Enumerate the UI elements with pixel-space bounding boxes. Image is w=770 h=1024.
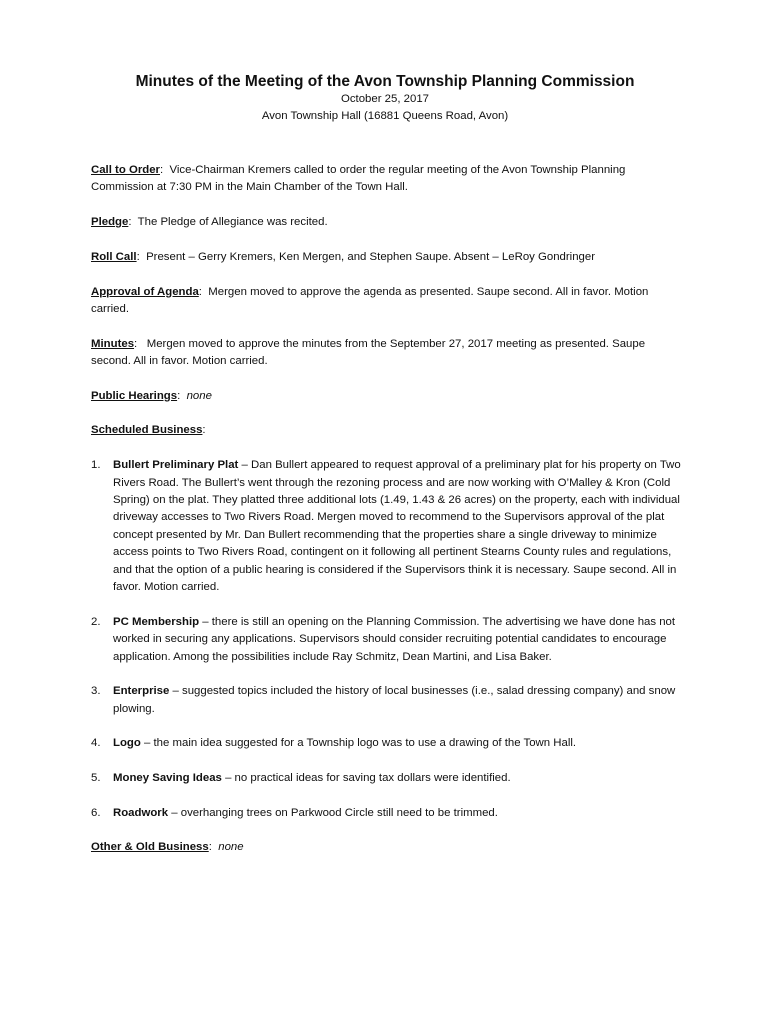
item-title: Logo <box>113 737 141 750</box>
approval-of-agenda-text: Mergen moved to approve the agenda as presented. Saupe second. All in favor. Motion carried. <box>91 285 649 315</box>
pledge-label: Pledge <box>91 216 129 229</box>
pledge-section: Pledge: The Pledge of Allegiance was recited. <box>91 216 328 229</box>
minutes-text: Mergen moved to approve the minutes from the September 27, 2017 meeting as presented. Saupe second. All in favor. Motion carried. <box>91 337 646 368</box>
item-text: – overhanging trees on Parkwood Circle still need to be trimmed. <box>171 806 498 819</box>
public-hearings-label: Public Hearings <box>91 389 178 402</box>
list-item <box>91 683 681 718</box>
roll-call-text: Present – Gerry Kremers, Ken Mergen, and Stephen Saupe. Absent – LeRoy Gondringer <box>146 250 596 263</box>
item-content <box>113 735 681 752</box>
other-old-business-label: Other & Old Business <box>91 841 209 854</box>
meeting-date: October 25, 2017 <box>340 93 430 105</box>
item-number: 1. <box>91 459 101 472</box>
call-to-order-text: Vice-Chairman Kremers called to order the regular meeting of the Avon Township Planning Commission at 7:30 PM in the Main Chamber of the Town Hall. <box>91 164 626 194</box>
other-old-business-text: none <box>218 841 244 854</box>
list-item <box>91 614 681 666</box>
other-old-business-section: Other & Old Business: none <box>91 841 244 854</box>
item-number: 3. <box>91 685 101 698</box>
item-title: Roadwork <box>113 806 169 819</box>
public-hearings-text: none <box>186 389 212 402</box>
item-number: 5. <box>91 772 101 785</box>
item-content <box>113 457 681 596</box>
item-content <box>113 614 681 666</box>
item-text: – Dan Bullert appeared to request approval of a preliminary plat for his property on Two Rivers Road. The Bullert’s went through the rezoning process and are now working with O’Malley & Kron (Cold Spring) on the plat. They platted three additional lots (1.49, 1.43 & 26 acres) on the property, each with individual driveway accesses to Two Rivers Road. Mergen moved to recommend to the Supervisors approval of the plat concept presented by Mr. Dan Bullert recommending that the properties share a single driveway to minimize access points to Two Rivers Road, contingent on it following all pertinent Stearns County rules and regulations, and that the option of a public hearing is considered if the Supervisors think it is necessary. Saupe second. All in favor. Motion carried. <box>113 459 681 593</box>
item-title: Bullert Preliminary Plat <box>113 459 239 472</box>
minutes-label: Minutes <box>91 337 135 350</box>
item-content <box>113 770 681 787</box>
item-number: 2. <box>91 615 101 628</box>
approval-of-agenda-label: Approval of Agenda <box>91 285 199 298</box>
list-item <box>91 457 681 596</box>
item-title: PC Membership <box>113 615 200 628</box>
scheduled-business-section: Scheduled Business: <box>91 424 206 437</box>
call-to-order-label: Call to Order <box>91 164 160 176</box>
meeting-location: Avon Township Hall (16881 Queens Road, Avon) <box>261 110 509 122</box>
document-header <box>0 72 770 125</box>
list-item <box>91 735 681 752</box>
scheduled-business-list <box>91 457 681 822</box>
item-text: – the main idea suggested for a Township logo was to use a drawing of the Town Hall. <box>144 737 577 750</box>
approval-of-agenda-section: Approval of Agenda: Mergen moved to approve the agenda as presented. Saupe second. All in favor. Motion carried. <box>91 285 649 315</box>
public-hearings-section: Public Hearings: none <box>91 389 212 402</box>
pledge-text: The Pledge of Allegiance was recited. <box>137 216 328 229</box>
roll-call-section: Roll Call: Present – Gerry Kremers, Ken Mergen, and Stephen Saupe. Absent – LeRoy Gondringer <box>91 250 596 263</box>
item-content <box>113 683 681 718</box>
document-title: Minutes of the Meeting of the Avon Township Planning Commission <box>135 73 635 90</box>
minutes-body <box>91 162 681 874</box>
item-title: Money Saving Ideas <box>113 772 222 785</box>
list-item <box>91 770 681 787</box>
scheduled-business-label: Scheduled Business <box>91 424 203 437</box>
item-content <box>113 805 681 822</box>
call-to-order-section: Call to Order: Vice-Chairman Kremers called to order the regular meeting of the Avon Township Planning Commission at 7:30 PM in the Main Chamber of the Town Hall. <box>91 164 626 194</box>
roll-call-label: Roll Call <box>91 250 137 263</box>
item-number: 6. <box>91 806 101 819</box>
item-text: – suggested topics included the history of local businesses (i.e., salad dressing company) and snow plowing. <box>113 685 676 715</box>
list-item <box>91 805 681 822</box>
item-text: – no practical ideas for saving tax dollars were identified. <box>225 772 511 785</box>
item-number: 4. <box>91 737 101 750</box>
minutes-section: Minutes: Mergen moved to approve the minutes from the September 27, 2017 meeting as presented. Saupe second. All in favor. Motion carried. <box>91 337 646 368</box>
item-text: – there is still an opening on the Planning Commission. The advertising we have done has not worked in securing any applications. Supervisors should consider recruiting potential candidates to encourage application. Among the possibilities include Ray Schmitz, Dean Martini, and Lisa Baker. <box>113 615 676 663</box>
item-title: Enterprise <box>113 685 170 698</box>
